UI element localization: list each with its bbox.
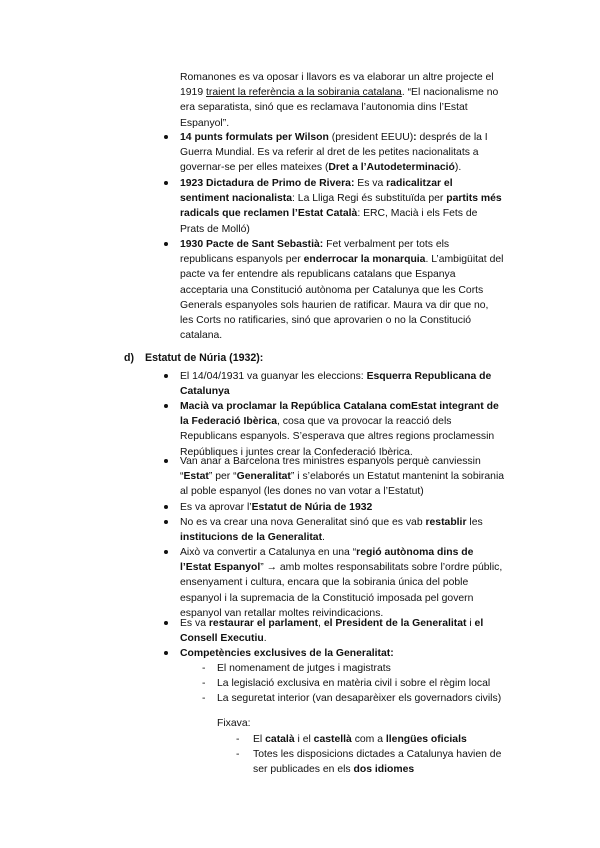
- intro-underlined-phrase: traient la referència a la sobirania catalana: [206, 87, 402, 99]
- wilson-item: [180, 130, 488, 176]
- restablir-line-2: [180, 530, 483, 545]
- fixava-label: Fixava:: [217, 718, 251, 729]
- ministres-rest: ” i s’elaborés un Estatut mantenint la sobirania: [290, 471, 505, 483]
- restaurar-l2-end: .: [263, 633, 267, 645]
- bullet-icon: [164, 520, 168, 524]
- restablir-l2-bold: institucions de la Generalitat: [180, 532, 323, 544]
- wilson-after: després de la I: [416, 132, 488, 143]
- bullet-icon: [164, 505, 168, 509]
- eleccions-item: [180, 369, 491, 399]
- primo-text: Es va: [354, 178, 387, 189]
- restaurar-bold-2: el President de la Generalitat: [323, 618, 467, 629]
- pacte-text: Fet verbalment per tots els: [323, 239, 450, 250]
- intro-line-2: [180, 85, 498, 100]
- competencies-item-1: El nomenament de jutges i magistrats: [217, 663, 391, 674]
- restaurar-and: i: [466, 618, 475, 629]
- fixava-castella: castellà: [313, 734, 352, 745]
- primo-bold: radicalitzar el: [386, 178, 453, 189]
- eleccions-l2-bold: Catalunya: [180, 386, 230, 398]
- ministres-line-2: [180, 469, 504, 484]
- aprovar-text: Es va aprovar l’: [180, 502, 252, 513]
- restablir-line-1: [180, 515, 483, 530]
- intro-line-3: era separatista, sinó que es reclamava l’autonomia dins l’Estat: [180, 102, 468, 114]
- eleccions-bold: Esquerra Republicana de: [366, 371, 492, 382]
- restaurar-item: [180, 616, 483, 646]
- primo-heading: 1923 Dictadura de Primo de Rivera:: [180, 178, 355, 189]
- primo-line-2: [180, 191, 502, 206]
- wilson-line-1: [180, 130, 488, 145]
- dash-icon: -: [236, 749, 240, 760]
- intro-quote-start: . “El nacionalisme no: [401, 87, 499, 99]
- restaurar-comma: ,: [318, 618, 324, 629]
- restaurar-text: Es va: [180, 618, 209, 629]
- bullet-icon: [164, 404, 168, 408]
- bullet-icon: [164, 459, 168, 463]
- restablir-text: No es va crear una nova Generalitat sinó que es vab: [180, 517, 426, 528]
- competencies-title-line: [180, 646, 394, 661]
- fixava-f1e: com a: [351, 734, 386, 745]
- intro-year: 1919: [180, 87, 207, 99]
- competencies-item-3: La seguretat interior (van desaparèixer els governadors civils): [217, 693, 502, 704]
- pacte-item: [180, 237, 503, 343]
- pacte-line-2: [180, 252, 503, 267]
- bullet-icon: [164, 621, 168, 625]
- pacte-l2-end: . L’ambigüitat del: [425, 254, 504, 266]
- bullet-icon: [164, 651, 168, 655]
- regio-item: [180, 545, 502, 621]
- aprovar-line-1: [180, 500, 372, 515]
- ministres-item: [180, 454, 504, 500]
- pacte-l2-bold: enderrocar la monarquia: [303, 254, 426, 266]
- macia-bold-1: Macià va proclamar la República Catalana com: [180, 401, 411, 412]
- aprovar-bold: Estatut de Núria de 1932: [251, 502, 373, 513]
- wilson-l3-text: governar-se per elles mateixes (: [180, 162, 329, 174]
- eleccions-line-2: [180, 384, 491, 399]
- dash-icon: -: [202, 678, 206, 689]
- fixava-item-1-line: [253, 732, 467, 747]
- restaurar-l2-bold: Consell Executiu: [180, 633, 264, 645]
- primo-l2-bold2: partits més: [446, 193, 502, 205]
- aprovar-item: [180, 500, 372, 515]
- eleccions-line-1: [180, 369, 491, 384]
- bullet-icon: [164, 374, 168, 378]
- macia-l2-text: , cosa que va provocar la reacció dels: [277, 416, 452, 428]
- pacte-heading: 1930 Pacte de Sant Sebastià:: [180, 239, 324, 250]
- wilson-colon: :: [413, 132, 417, 143]
- primo-line-3: [180, 206, 502, 221]
- macia-line-4: Repúbliques i juntes crear la Confederació Ibèrica.: [180, 446, 413, 458]
- fixava-catala: català: [265, 734, 295, 745]
- macia-l2-bold: la Federació Ibèrica: [180, 416, 278, 428]
- fixava-dos-idiomes: dos idiomes: [353, 764, 415, 776]
- regio-line-2: [180, 560, 502, 575]
- fixava-item-2-line-1: Totes les disposicions dictades a Catalunya havien de: [253, 749, 502, 760]
- macia-line-1: [180, 399, 499, 414]
- bullet-icon: [164, 181, 168, 185]
- primo-line-1: [180, 176, 502, 191]
- fixava-item-1: [253, 732, 467, 747]
- competencies-title: [180, 646, 394, 661]
- macia-line-3: Republicans espanyols. S’esperava que altres regions proclamessin: [180, 431, 495, 443]
- pacte-line-4: acceptaria una Constitució autònoma per Catalunya que les Corts: [180, 284, 484, 296]
- pacte-line-3: pacte va fer entendre als republicans catalans que Espanya: [180, 269, 456, 281]
- primo-item: [180, 176, 502, 237]
- regio-line-3: ensenyament i cultura, encara que la sobirania única del poble: [180, 577, 469, 589]
- restaurar-bold-3: el: [474, 618, 484, 629]
- dash-icon: -: [202, 663, 206, 674]
- primo-l2-text: : La Lliga Regi és substituïda per: [292, 193, 447, 205]
- regio-l2-text: ” → amb moltes responsabilitats sobre l’ordre públic,: [260, 562, 503, 574]
- fixava-f1a: El: [253, 734, 266, 745]
- dash-icon: -: [236, 734, 240, 745]
- restablir-l2-end: .: [322, 532, 325, 544]
- pacte-line-7: catalana.: [180, 330, 223, 342]
- macia-line-2: [180, 414, 499, 429]
- restaurar-line-2: [180, 631, 483, 646]
- fixava-item-2: [253, 747, 501, 777]
- regio-bold: regió autònoma dins de: [356, 547, 474, 558]
- restablir-les: les: [466, 517, 483, 528]
- regio-line-1: [180, 545, 502, 560]
- restaurar-bold-1: restaurar el parlament: [208, 618, 319, 629]
- regio-text: Això va convertir a Catalunya en una “: [180, 547, 357, 558]
- bullet-icon: [164, 242, 168, 246]
- pacte-line-5: Generals espanyoles sols haurien de ratificar. Maura va dir que no,: [180, 299, 489, 311]
- intro-line-1: Romanones es va oposar i llavors es va elaborar un altre projecte el: [180, 72, 494, 83]
- wilson-l3-end: ).: [454, 162, 462, 174]
- pacte-line-6: les Corts no ratificaries, sinó que aprovarien o no la Constitució: [180, 314, 472, 326]
- regio-line-5: espanyol van retallar moltes reivindicacions.: [180, 607, 384, 619]
- primo-l3-bold: radicals que reclamen l’Estat Català: [180, 208, 358, 220]
- ministres-line-1: Van anar a Barcelona tres ministres espanyols perquè canviessin: [180, 456, 481, 467]
- restablir-bold: restablir: [425, 517, 467, 528]
- primo-l3-text: : ERC, Macià i els Fets de: [357, 208, 478, 220]
- dash-icon: -: [202, 693, 206, 704]
- fixava-item-2-line-2: [253, 762, 501, 777]
- fixava-f3a: ser publicades en els: [253, 764, 354, 776]
- section-d-label: d): [124, 352, 134, 364]
- competencies-item-2: La legislació exclusiva en matèria civil i sobre el règim local: [217, 678, 491, 689]
- macia-bold-2: Estat integrant de: [411, 401, 499, 412]
- wilson-line-3: [180, 160, 488, 175]
- pacte-line-1: [180, 237, 503, 252]
- fixava-llengues: llengües oficials: [385, 734, 467, 745]
- eleccions-text: El 14/04/1931 va guanyar les eleccions:: [180, 371, 367, 382]
- wilson-l3-bold: Dret a l’Autodeterminació: [328, 162, 455, 174]
- ministres-estat: Estat: [183, 471, 209, 483]
- ministres-q1: “: [180, 471, 184, 483]
- regio-line-4: espanyol i la supremacia de la Constitució imposada pel govern: [180, 592, 474, 604]
- intro-paragraph: [180, 70, 498, 131]
- wilson-heading: 14 punts formulats per Wilson: [180, 132, 329, 143]
- ministres-generalitat: Generalitat: [236, 471, 291, 483]
- primo-l2-bold: sentiment nacionalista: [180, 193, 293, 205]
- macia-item: [180, 399, 499, 460]
- fixava-f1c: i el: [294, 734, 314, 745]
- primo-line-4: Prats de Molló): [180, 223, 250, 235]
- wilson-paren: (president EEUU): [328, 132, 414, 143]
- wilson-line-2: Guerra Mundial. Es va referir al dret de les petites nacionalitats a: [180, 147, 479, 159]
- competencies-heading: Competències exclusives de la Generalitat:: [180, 648, 394, 659]
- pacte-l2-text: republicans espanyols per: [180, 254, 304, 266]
- intro-line-4: Espanyol”.: [180, 117, 230, 129]
- ministres-per: ” per “: [208, 471, 237, 483]
- ministres-line-3: al poble espanyol (les dones no van votar a l’Estatut): [180, 486, 424, 498]
- section-d-title: Estatut de Núria (1932):: [145, 352, 264, 364]
- regio-l2-bold: l’Estat Espanyol: [180, 562, 261, 574]
- restaurar-line-1: [180, 616, 483, 631]
- bullet-icon: [164, 550, 168, 554]
- restablir-item: [180, 515, 483, 545]
- bullet-icon: [164, 135, 168, 139]
